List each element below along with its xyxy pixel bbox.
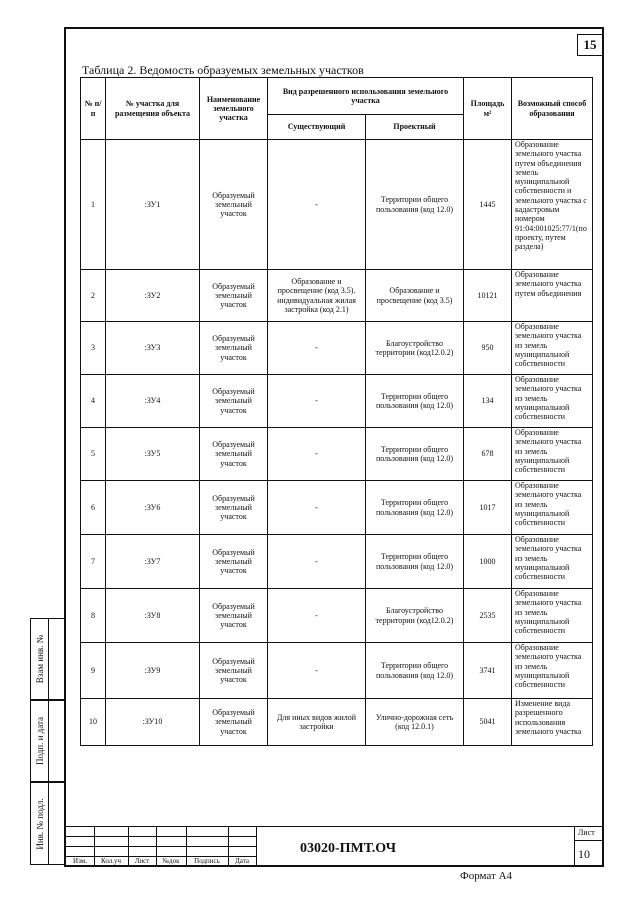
table-row: [81, 322, 593, 375]
row-area: 134: [464, 375, 512, 428]
row-projected: Территории общего пользования (код 12.0): [366, 428, 464, 481]
row-plot: :ЗУ7: [106, 535, 200, 589]
row-projected: Территории общего пользования (код 12.0): [366, 481, 464, 535]
tb-col-izm: Изм.: [73, 857, 87, 865]
stamp-sign-date: [30, 700, 64, 782]
row-plot: :ЗУ8: [106, 589, 200, 643]
row-num: 4: [81, 375, 106, 428]
stamp-original-inv-label: Инв. № подл.: [34, 797, 45, 850]
row-existing: -: [268, 643, 366, 699]
row-name: Образуемый земельный участок: [200, 535, 268, 589]
row-name: Образуемый земельный участок: [200, 589, 268, 643]
table-caption: Таблица 2. Ведомость образуемых земельных участков: [82, 63, 364, 77]
sheet-label: Лист: [578, 828, 595, 837]
document-code: 03020-ПМТ.ОЧ: [300, 841, 397, 856]
row-plot: :ЗУ4: [106, 375, 200, 428]
row-method: Образование земельного участка путем объединения: [512, 270, 593, 322]
row-projected: Образование и просвещение (код 3.5): [366, 270, 464, 322]
row-area: 950: [464, 322, 512, 375]
header-name: Наименование земельного участка: [200, 78, 268, 140]
tb-col-date: Дата: [235, 857, 249, 865]
row-num: 1: [81, 140, 106, 270]
row-existing: -: [268, 535, 366, 589]
row-method: Образование земельного участка из земель муниципальной собственности: [512, 643, 593, 699]
row-plot: :ЗУ5: [106, 428, 200, 481]
side-stamp: [30, 618, 64, 865]
table-row: [81, 375, 593, 428]
plots-table: [80, 77, 593, 746]
row-num: 3: [81, 322, 106, 375]
row-existing: -: [268, 375, 366, 428]
row-num: 2: [81, 270, 106, 322]
header-area: Площадь м²: [464, 78, 512, 140]
row-projected: Территории общего пользования (код 12.0): [366, 140, 464, 270]
row-plot: :ЗУ2: [106, 270, 200, 322]
row-area: 1445: [464, 140, 512, 270]
row-method: Образование земельного участка из земель муниципальной собственности: [512, 589, 593, 643]
tb-col-kol: Кол.уч: [101, 857, 121, 865]
row-existing: -: [268, 428, 366, 481]
table-row: [81, 481, 593, 535]
table-row: [81, 270, 593, 322]
row-name: Образуемый земельный участок: [200, 428, 268, 481]
header-projected: Проектный: [366, 115, 464, 140]
table-row: [81, 643, 593, 699]
row-area: 5041: [464, 699, 512, 746]
tb-col-ndok: №док: [162, 857, 180, 865]
row-projected: Территории общего пользования (код 12.0): [366, 375, 464, 428]
table-row: [81, 140, 593, 270]
row-area: 3741: [464, 643, 512, 699]
row-existing: -: [268, 481, 366, 535]
stamp-replace-inv-label: Взам инв. №: [34, 634, 45, 684]
row-method: Образование земельного участка из земель муниципальной собственности: [512, 428, 593, 481]
row-area: 10121: [464, 270, 512, 322]
table-row: [81, 428, 593, 481]
table-row: [81, 535, 593, 589]
row-num: 8: [81, 589, 106, 643]
row-existing: -: [268, 322, 366, 375]
tb-col-list: Лист: [134, 857, 150, 865]
stamp-replace-inv: [30, 618, 64, 700]
row-plot: :ЗУ10: [106, 699, 200, 746]
sheet-number: 10: [578, 847, 590, 861]
row-name: Образуемый земельный участок: [200, 699, 268, 746]
row-existing: -: [268, 589, 366, 643]
row-existing: Для иных видов жилой застройки: [268, 699, 366, 746]
header-method: Возможный способ образования: [512, 78, 593, 140]
row-name: Образуемый земельный участок: [200, 643, 268, 699]
row-method: Образование земельного участка из земель муниципальной собственности: [512, 535, 593, 589]
row-existing: Образование и просвещение (код 3.5). индивидуальная жилая застройка (код 2.1): [268, 270, 366, 322]
row-num: 5: [81, 428, 106, 481]
row-existing: -: [268, 140, 366, 270]
row-num: 10: [81, 699, 106, 746]
row-plot: :ЗУ6: [106, 481, 200, 535]
row-method: Образование земельного участка из земель муниципальной собственности: [512, 481, 593, 535]
row-area: 2535: [464, 589, 512, 643]
row-num: 6: [81, 481, 106, 535]
row-method: Образование земельного участка из земель муниципальной собственности: [512, 375, 593, 428]
table-row: [81, 699, 593, 746]
row-name: Образуемый земельный участок: [200, 140, 268, 270]
header-existing: Существующий: [268, 115, 366, 140]
stamp-sign-date-label: Подп. и дата: [34, 716, 45, 766]
row-plot: :ЗУ1: [106, 140, 200, 270]
row-projected: Улично-дорожная сеть (код 12.0.1): [366, 699, 464, 746]
row-area: 678: [464, 428, 512, 481]
header-num: № п/п: [81, 78, 106, 140]
page-number: 15: [577, 34, 603, 56]
row-projected: Территории общего пользования (код 12.0): [366, 535, 464, 589]
row-name: Образуемый земельный участок: [200, 270, 268, 322]
row-projected: Благоустройство территории (код12.0.2): [366, 589, 464, 643]
row-plot: :ЗУ3: [106, 322, 200, 375]
row-area: 1017: [464, 481, 512, 535]
tb-col-sign: Подпись: [194, 857, 220, 865]
row-method: Изменение вида разрешенного использования земельного участка: [512, 699, 593, 746]
row-method: Образование земельного участка из земель муниципальной собственности: [512, 322, 593, 375]
row-projected: Благоустройство территории (код12.0.2): [366, 322, 464, 375]
row-projected: Территории общего пользования (код 12.0): [366, 643, 464, 699]
table-row: [81, 589, 593, 643]
stamp-original-inv: [30, 782, 64, 865]
row-name: Образуемый земельный участок: [200, 481, 268, 535]
row-num: 7: [81, 535, 106, 589]
row-method: Образование земельного участка путем объединения земель муниципальной собственности и земельного участка с кадастровым номером 91:04:001025:77/1(по проекту, путем раздела): [512, 140, 593, 270]
row-name: Образуемый земельный участок: [200, 375, 268, 428]
format-label: Формат А4: [460, 870, 513, 882]
row-num: 9: [81, 643, 106, 699]
row-name: Образуемый земельный участок: [200, 322, 268, 375]
row-plot: :ЗУ9: [106, 643, 200, 699]
header-plot: № участка для размещения объекта: [106, 78, 200, 140]
header-use-group: Вид разрешенного использования земельного участка: [268, 78, 464, 115]
row-area: 1000: [464, 535, 512, 589]
